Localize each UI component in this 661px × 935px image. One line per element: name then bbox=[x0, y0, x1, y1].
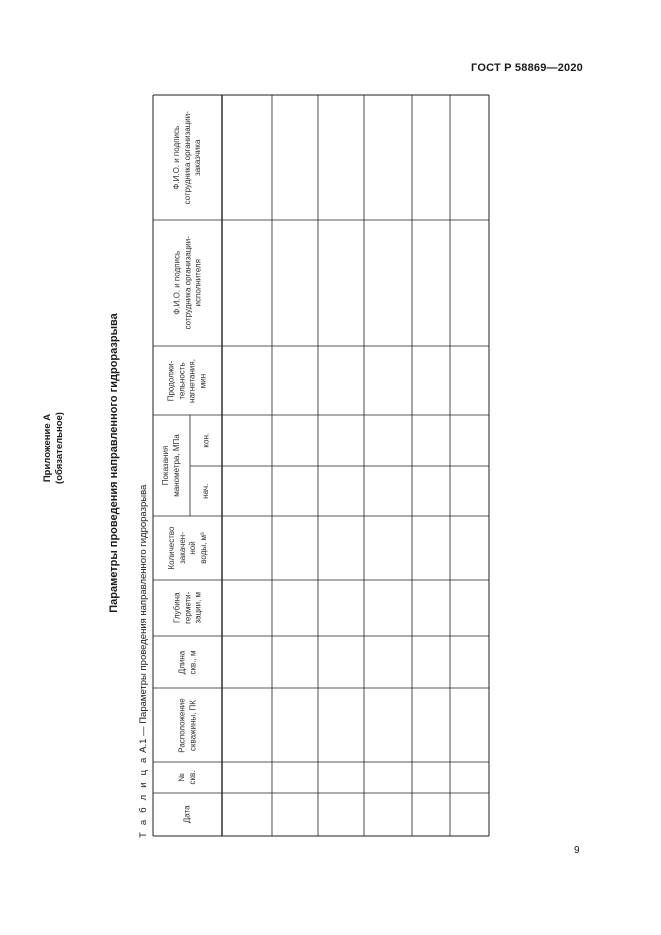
column-header-gauge-end: кон. bbox=[200, 432, 210, 448]
table-caption-text: Параметры проведения направленного гидроразрыва bbox=[138, 484, 149, 724]
column-header-seal-depth: Глубина гермети- зации, м bbox=[171, 591, 202, 624]
column-header-customer-signature: Ф.И.О. и подпись сотрудника организации- заказчика bbox=[171, 110, 202, 204]
table-caption-number: А.1 bbox=[138, 738, 149, 753]
column-header-gauge-group: Показания манометра, МПа bbox=[161, 434, 181, 497]
page-number: 9 bbox=[574, 845, 580, 856]
table-caption-prefix: Т а б л и ц а bbox=[138, 755, 149, 838]
appendix-status: (обязательное) bbox=[54, 412, 65, 484]
column-header-date: Дата bbox=[182, 805, 192, 824]
column-header-well-length: Длина скв., м bbox=[177, 650, 197, 674]
column-header-water-quantity: Количество закачен- ной воды, м³ bbox=[166, 526, 207, 570]
appendix-title: Приложение А bbox=[42, 413, 53, 483]
column-header-well-location: Расположение скважины, ПК bbox=[177, 697, 197, 753]
column-header-duration: Продолжи- тельность нагнетания, мин bbox=[166, 358, 207, 403]
table-caption-dash: — bbox=[138, 726, 149, 736]
standard-number: ГОСТ Р 58869—2020 bbox=[471, 62, 583, 74]
column-header-well-no: № скв. bbox=[177, 770, 197, 785]
column-header-contractor-signature: Ф.И.О. и подпись сотрудника организации- исполнителя bbox=[171, 236, 202, 330]
document-title: Параметры проведения направленного гидроразрыва bbox=[108, 313, 120, 613]
column-header-gauge-start: нач. bbox=[200, 483, 210, 499]
